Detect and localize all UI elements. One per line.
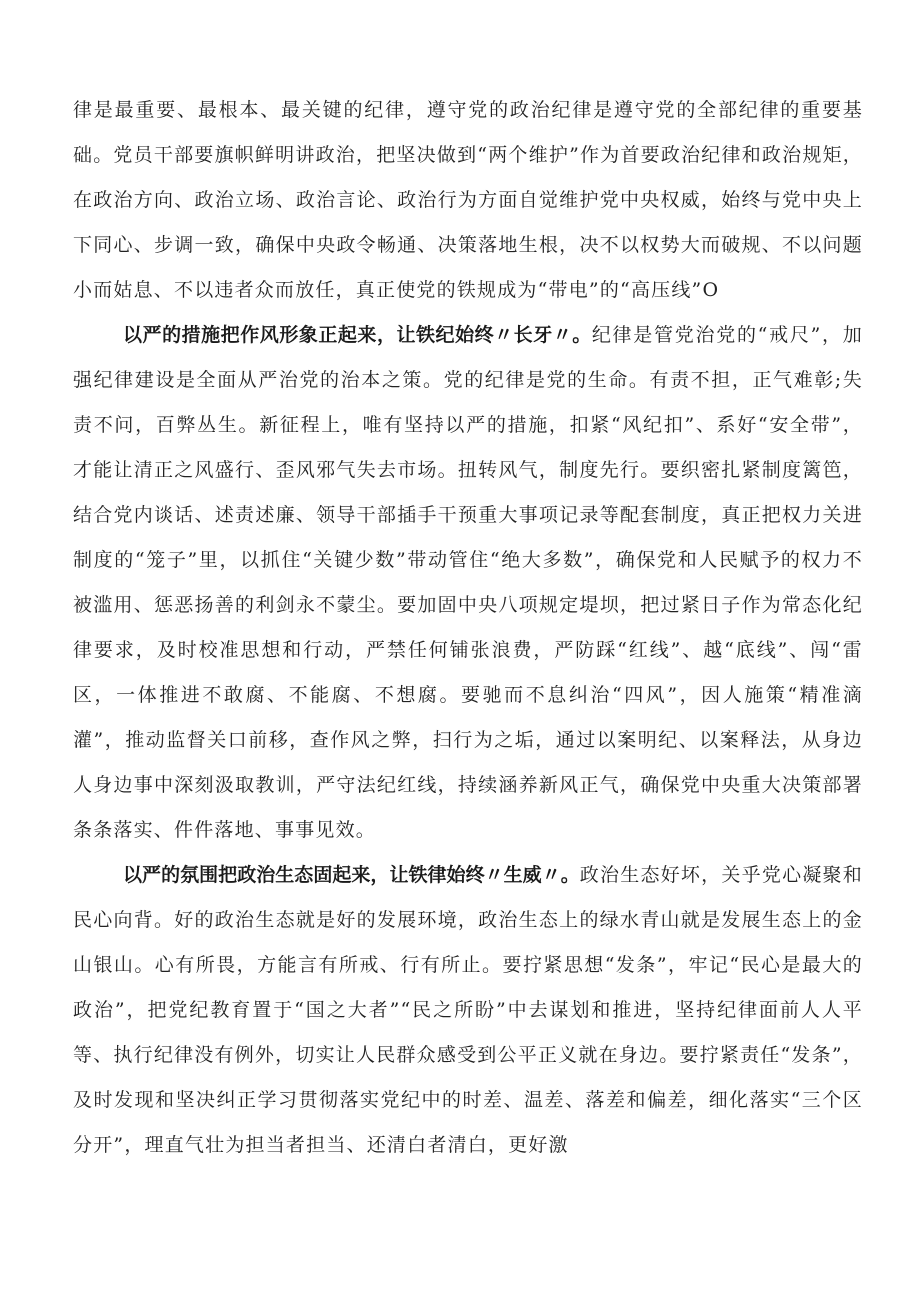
paragraph-3: [73, 853, 863, 1168]
document-page: [73, 88, 863, 1168]
paragraph-3-text: 政治生态好坏，关乎党心凝聚和民心向背。好的政治生态就是好的发展环境，政治生态上的绿水青山就是发展生态上的金山银山。心有所畏，方能言有所戒、行有所止。要拧紧思想“发条”，牢记“民心是最大的政治”，把党纪教育置于“国之大者”“民之所盼”中去谋划和推进，坚持纪律面前人人平等、执行纪律没有例外，切实让人民群众感受到公平正义就在身边。要拧紧责任“发条”，及时发现和坚决纠正学习贯彻落实党纪中的时差、温差、落差和偏差，细化落实“三个区分开”，理直气壮为担当者担当、还清白者清白，更好激: [73, 864, 863, 1156]
paragraph-2-heading: 以严的措施把作风形象正起来，让铁纪始终〃长牙〃。: [123, 324, 592, 346]
paragraph-1: [73, 88, 863, 313]
paragraph-3-heading: 以严的氛围把政治生态固起来，让铁律始终〃生威〃。: [123, 864, 580, 886]
paragraph-1-text: 律是最重要、最根本、最关键的纪律，遵守党的政治纪律是遵守党的全部纪律的重要基础。党员干部要旗帜鲜明讲政治，把坚决做到“两个维护”作为首要政治纪律和政治规矩，在政治方向、政治立场、政治言论、政治行为方面自觉维护党中央权威，始终与党中央上下同心、步调一致，确保中央政令畅通、决策落地生根，决不以权势大而破规、不以问题小而姑息、不以违者众而放任，真正使党的铁规成为“带电”的“高压线”O: [73, 99, 863, 301]
paragraph-2-text: 纪律是管党治党的“戒尺”，加强纪律建设是全面从严治党的治本之策。党的纪律是党的生命。有责不担，正气难彰;失责不问，百弊丛生。新征程上，唯有坚持以严的措施，扣紧“风纪扣”、系好“安全带”，才能让清正之风盛行、歪风邪气失去市场。扭转风气，制度先行。要织密扎紧制度篱笆，结合党内谈话、述责述廉、领导干部插手干预重大事项记录等配套制度，真正把权力关进制度的“笼子”里，以抓住“关键少数”带动管住“绝大多数”，确保党和人民赋予的权力不被滥用、惩恶扬善的利剑永不蒙尘。要加固中央八项规定堤坝，把过紧日子作为常态化纪律要求，及时校准思想和行动，严禁任何铺张浪费，严防踩“红线”、越“底线”、闯“雷区，一体推进不敢腐、不能腐、不想腐。要驰而不息纠治“四风”，因人施策“精准滴灌”，推动监督关口前移，查作风之弊，扫行为之垢，通过以案明纪、以案释法，从身边人身边事中深刻汲取教训，严守法纪红线，持续涵养新风正气，确保党中央重大决策部署条条落实、件件落地、事事见效。: [73, 324, 863, 841]
paragraph-2: [73, 313, 863, 853]
